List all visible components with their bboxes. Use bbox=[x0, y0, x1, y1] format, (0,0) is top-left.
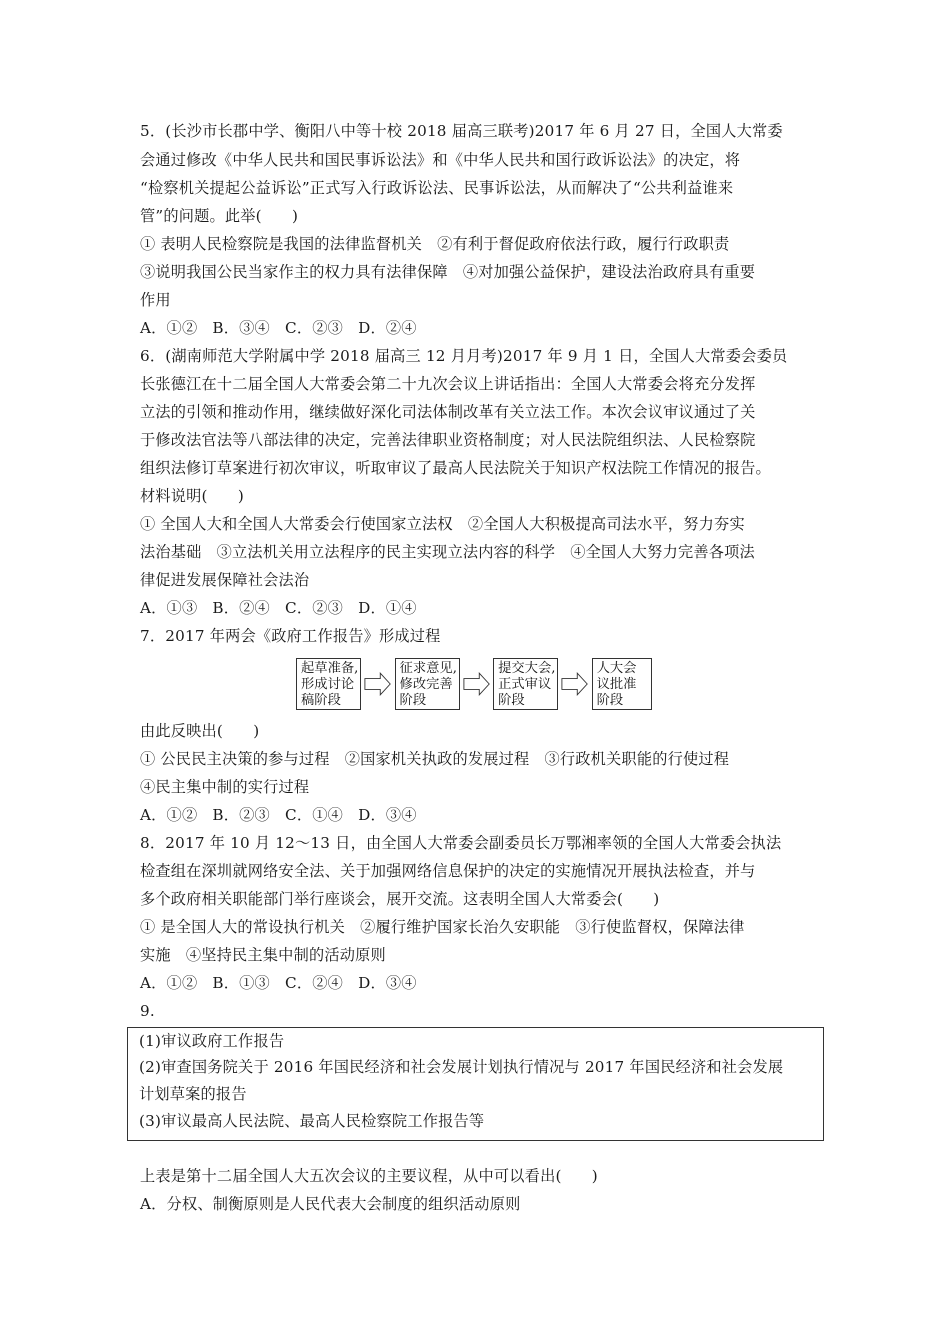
flow-step-text: 起草准备, bbox=[301, 661, 359, 676]
q7-option-line: ④民主集中制的实行过程 bbox=[140, 778, 310, 796]
q6-option-line: 律促进发展保障社会法治 bbox=[140, 571, 310, 589]
table-row: (1)审议政府工作报告 bbox=[139, 1032, 285, 1050]
flow-step-text: 阶段 bbox=[399, 693, 427, 708]
q9-option-line: A．分权、制衡原则是人民代表大会制度的组织活动原则 bbox=[140, 1195, 521, 1213]
q9-line: 上表是第十二届全国人大五次会议的主要议程，从中可以看出( ) bbox=[140, 1167, 598, 1185]
flow-step-text: 征求意见, bbox=[399, 661, 457, 676]
flow-step-text: 稿阶段 bbox=[301, 693, 341, 708]
q6-option-line: ① 全国人大和全国人大常委会行使国家立法权 ②全国人大积极提高司法水平，努力夯实 bbox=[140, 515, 745, 533]
q9-agenda-table bbox=[127, 1027, 824, 1141]
q7-answer-choices: A．①② B．②③ C．①④ D．③④ bbox=[140, 806, 417, 824]
table-row: (3)审议最高人民法院、最高人民检察院工作报告等 bbox=[139, 1112, 485, 1130]
flow-step bbox=[592, 658, 652, 710]
flow-step-text: 形成讨论 bbox=[301, 677, 355, 692]
q5-line: 会通过修改《中华人民共和国民事诉讼法》和《中华人民共和国行政诉讼法》的决定，将 bbox=[140, 151, 741, 169]
q6-line: 材料说明( ) bbox=[140, 487, 244, 505]
table-row: 计划草案的报告 bbox=[139, 1085, 247, 1103]
q6-option-line: 法治基础 ③立法机关用立法程序的民主实现立法内容的科学 ④全国人大努力完善各项法 bbox=[140, 543, 755, 561]
flow-step-text: 正式审议 bbox=[498, 677, 552, 692]
q8-line: 多个政府相关职能部门举行座谈会，展开交流。这表明全国人大常委会( ) bbox=[140, 890, 660, 908]
q5-line: “检察机关提起公益诉讼”正式写入行政诉讼法、民事诉讼法，从而解决了“公共利益谁来 bbox=[140, 179, 734, 197]
q8-line: 8．2017 年 10 月 12～13 日，由全国人大常委会副委员长万鄂湘率领的全国人大常委会执法 bbox=[140, 834, 782, 852]
right-arrow-icon bbox=[364, 656, 391, 712]
q6-line: 立法的引领和推动作用，继续做好深化司法体制改革有关立法工作。本次会议审议通过了关 bbox=[140, 403, 756, 421]
flow-step-text: 修改完善 bbox=[399, 677, 453, 692]
q5-answer-choices: A．①② B．③④ C．②③ D．②④ bbox=[140, 319, 417, 337]
right-arrow-icon bbox=[561, 656, 588, 712]
flow-step-text: 阶段 bbox=[596, 693, 624, 708]
q8-answer-choices: A．①② B．①③ C．②④ D．③④ bbox=[140, 974, 417, 992]
q6-line: 长张德江在十二届全国人大常委会第二十九次会议上讲话指出：全国人大常委会将充分发挥 bbox=[140, 375, 756, 393]
q7-option-line: ① 公民民主决策的参与过程 ②国家机关执政的发展过程 ③行政机关职能的行使过程 bbox=[140, 750, 730, 768]
q6-line: 组织法修订草案进行初次审议，听取审议了最高人民法院关于知识产权法院工作情况的报告。 bbox=[140, 459, 771, 477]
q6-line: 于修改法官法等八部法律的决定，完善法律职业资格制度；对人民法院组织法、人民检察院 bbox=[140, 431, 756, 449]
q8-option-line: ① 是全国人大的常设执行机关 ②履行维护国家长治久安职能 ③行使监督权，保障法律 bbox=[140, 918, 745, 936]
q8-line: 检查组在深圳就网络安全法、关于加强网络信息保护的决定的实施情况开展执法检查，并与 bbox=[140, 862, 756, 880]
q7-title: 7．2017 年两会《政府工作报告》形成过程 bbox=[140, 627, 441, 645]
q5-option-line: ③说明我国公民当家作主的权力具有法律保障 ④对加强公益保护，建设法治政府具有重要 bbox=[140, 263, 756, 281]
flow-step-text: 提交大会, bbox=[498, 661, 556, 676]
flow-step-text: 阶段 bbox=[498, 693, 525, 708]
flow-step bbox=[493, 658, 558, 710]
flow-step-text: 议批准 bbox=[596, 677, 637, 692]
flow-step bbox=[395, 658, 460, 710]
q7-flow-diagram bbox=[296, 656, 652, 712]
flow-step bbox=[296, 658, 361, 710]
q7-line: 由此反映出( ) bbox=[140, 722, 260, 740]
q5-line: 管”的问题。此举( ) bbox=[140, 207, 299, 225]
right-arrow-icon bbox=[463, 656, 490, 712]
table-row: (2)审查国务院关于 2016 年国民经济和社会发展计划执行情况与 2017 年国民经济和社会发展 bbox=[139, 1058, 784, 1076]
q6-line: 6．(湖南师范大学附属中学 2018 届高三 12 月月考)2017 年 9 月 1 日，全国人大常委会委员 bbox=[140, 347, 788, 365]
flow-step-text: 人大会 bbox=[596, 661, 637, 676]
q5-option-line: ① 表明人民检察院是我国的法律监督机关 ②有利于督促政府依法行政，履行行政职责 bbox=[140, 235, 730, 253]
q5-line: 5．(长沙市长郡中学、衡阳八中等十校 2018 届高三联考)2017 年 6 月 27 日，全国人大常委 bbox=[140, 122, 783, 140]
q5-option-line: 作用 bbox=[140, 291, 171, 309]
q6-answer-choices: A．①③ B．②④ C．②③ D．①④ bbox=[140, 599, 417, 617]
q8-option-line: 实施 ④坚持民主集中制的活动原则 bbox=[140, 946, 386, 964]
q9-number: 9. bbox=[140, 1002, 155, 1020]
